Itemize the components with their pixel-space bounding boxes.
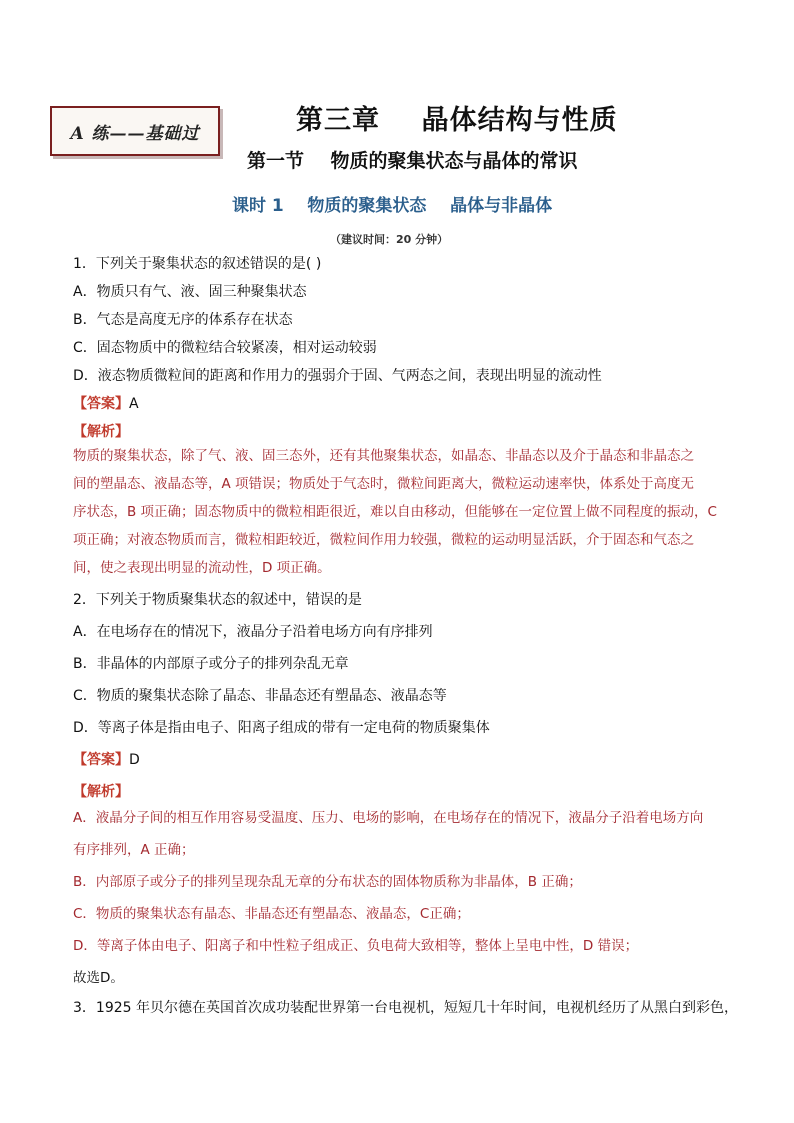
answer-label: 【答案】 — [73, 396, 129, 412]
option-b: B．非晶体的内部原子或分子的排列杂乱无章 — [73, 656, 349, 672]
answer — [73, 750, 745, 770]
answer-value: A — [129, 396, 139, 412]
option-a: A．在电场存在的情况下，液晶分子沿着电场方向有序排列 — [73, 624, 433, 640]
answer-value: D — [129, 752, 140, 768]
analysis-line: 间，使之表现出明显的流动性，D 项正确。 — [73, 560, 331, 576]
analysis-line: D．等离子体由电子、阳离子和中性粒子组成正、负电荷大致相等，整体上呈电中性，D 错误； — [73, 938, 639, 954]
analysis-line: C．物质的聚集状态有晶态、非晶态还有塑晶态、液晶态，C正确； — [73, 906, 470, 922]
section-title: 第一节 物质的聚集状态与晶体的常识 — [247, 150, 578, 172]
question-content — [73, 254, 745, 1018]
practice-level-badge — [50, 106, 220, 156]
option-c: C．物质的聚集状态除了晶态、非晶态还有塑晶态、液晶态等 — [73, 688, 447, 704]
analysis-line: 间的塑晶态、液晶态等，A 项错误；物质处于气态时，微粒间距离大，微粒运动速率快，体系处于高度无 — [73, 476, 695, 492]
option-d: D．液态物质微粒间的距离和作用力的强弱介于固、气两态之间，表现出明显的流动性 — [73, 368, 602, 384]
question-3 — [73, 998, 745, 1018]
chapter-title: 第三章 晶体结构与性质 — [296, 105, 618, 136]
analysis-line: 序状态，B 项正确；固态物质中的微粒相距很近，难以自由移动，但能够在一定位置上做不同程度的振动，C — [73, 504, 717, 520]
analysis-line: A．液晶分子间的相互作用容易受温度、压力、电场的影响，在电场存在的情况下，液晶分子沿着电场方向 — [73, 810, 704, 826]
option-a: A．物质只有气、液、固三种聚集状态 — [73, 284, 307, 300]
badge-text: A 练——基础过 — [70, 123, 200, 144]
option-b: B．气态是高度无序的体系存在状态 — [73, 312, 293, 328]
question-2 — [73, 590, 745, 994]
lesson-title: 课时 1 物质的聚集状态 晶体与非晶体 — [232, 196, 553, 216]
question-stem: 1．下列关于聚集状态的叙述错误的是( ) — [73, 256, 322, 272]
answer — [73, 394, 745, 414]
analysis-label: 【解析】 — [73, 784, 129, 800]
analysis-line: 项正确；对液态物质而言，微粒相距较近，微粒间作用力较强，微粒的运动明显活跃，介于固态和气态之 — [73, 532, 694, 548]
option-d: D．等离子体是指由电子、阳离子组成的带有一定电荷的物质聚集体 — [73, 720, 490, 736]
analysis-line: 有序排列，A 正确； — [73, 842, 195, 858]
option-c: C．固态物质中的微粒结合较紧凑，相对运动较弱 — [73, 340, 377, 356]
suggested-time: （建议时间：20 分钟） — [330, 233, 449, 246]
question-stem: 2．下列关于物质聚集状态的叙述中，错误的是 — [73, 592, 362, 608]
question-1 — [73, 254, 745, 582]
analysis-line: B．内部原子或分子的排列呈现杂乱无章的分布状态的固体物质称为非晶体，B 正确； — [73, 874, 582, 890]
answer-label: 【答案】 — [73, 752, 129, 768]
question-stem: 3．1925 年贝尔德在英国首次成功装配世界第一台电视机，短短几十年时间，电视机经历了从黑白到彩色， — [73, 1000, 738, 1016]
analysis-label: 【解析】 — [73, 424, 129, 440]
conclusion: 故选D。 — [73, 970, 124, 986]
analysis-line: 物质的聚集状态，除了气、液、固三态外，还有其他聚集状态，如晶态、非晶态以及介于晶态和非晶态之 — [73, 448, 694, 464]
